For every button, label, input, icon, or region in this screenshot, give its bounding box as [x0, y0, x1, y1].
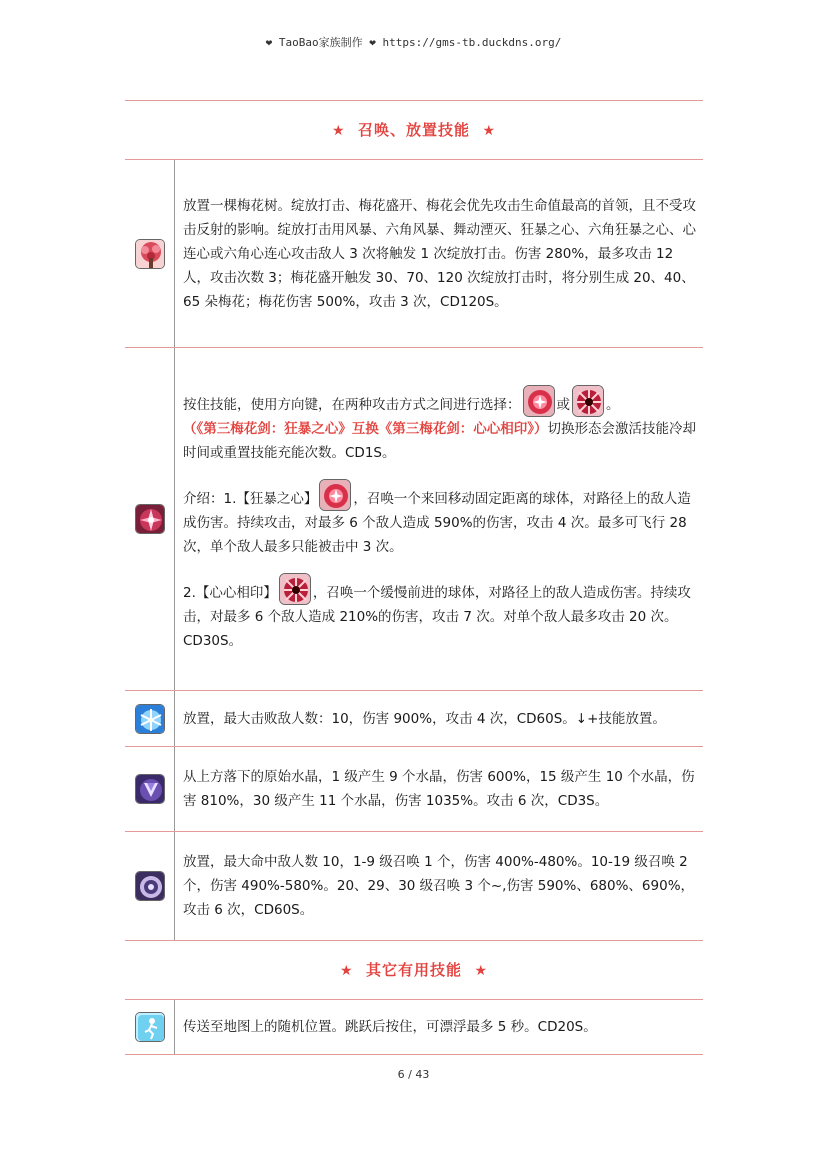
page-number: 6 / 43 — [397, 1068, 430, 1081]
skill-text: 2.【心心相印】 — [183, 585, 277, 601]
page-header: ❤ TaoBao家族制作 ❤ https://gms-tb.duckdns.org/ — [265, 36, 562, 49]
skill-row-plum-sword — [125, 348, 703, 691]
skill-description: 从上方落下的原始水晶，1 级产生 9 个水晶，伤害 600%，15 级产生 10 个水晶，伤害 810%，30 级产生 11 个水晶，伤害 1035%。攻击 6 次，CD3S。 — [183, 769, 695, 809]
star-icon: ★ — [339, 963, 354, 979]
skill-text: 切换形态会激活技能冷却时间或重置技能充能次数。CD1S。 — [183, 421, 696, 461]
teleport-runner-icon — [135, 1012, 165, 1042]
section-title-summon — [125, 101, 703, 159]
skill-description: 放置，最大击败敌人数：10，伤害 900%，攻击 4 次，CD60S。↓+技能放置。 — [183, 710, 666, 727]
skill-row-ice — [125, 691, 703, 747]
skill-row-plum-tree — [125, 160, 703, 348]
star-icon: ★ — [482, 123, 497, 139]
skill-line — [183, 385, 703, 417]
skill-text: 。 — [606, 397, 620, 413]
skill-line — [183, 417, 703, 465]
skill-text: ，召唤一个来回移动固定距离的球体，对路径上的敌人造成伤害。持续攻击，对最多 6 个敌人造成 590%的伤害，攻击 4 次。最多可飞行 28 次，单个敌人最多只能被击中 3 次。 — [183, 491, 691, 555]
crystal-drop-icon — [135, 774, 165, 804]
skill-text: 介绍：1.【狂暴之心】 — [183, 491, 318, 507]
plum-sword-icon — [135, 504, 165, 534]
orb-summon-icon — [135, 871, 165, 901]
star-icon: ★ — [331, 123, 346, 139]
frenzy-heart-icon — [319, 479, 351, 511]
skill-text: 按住技能，使用方向键，在两种攻击方式之间进行选择： — [183, 397, 521, 413]
skill-text: 或 — [556, 397, 570, 413]
plum-tree-icon — [135, 239, 165, 269]
skill-description: 传送至地图上的随机位置。跳跃后按住，可漂浮最多 5 秒。CD20S。 — [183, 1019, 597, 1035]
ice-burst-icon — [135, 704, 165, 734]
heart-link-icon — [279, 573, 311, 605]
heart-link-icon — [572, 385, 604, 417]
section-title-text: 召唤、放置技能 — [357, 121, 470, 139]
skill-description: 放置，最大命中敌人数 10，1-9 级召唤 1 个，伤害 400%-480%。10-19 级召唤 2 个，伤害 490%-580%。20、29、30 级召唤 3 个~,伤害 590%、680%、690%，攻击 6 次，CD60S。 — [183, 854, 695, 918]
highlight-text: （《第三梅花剑：狂暴之心》互换《第三梅花剑：心心相印》） — [183, 421, 548, 437]
skill-row-orb-summon — [125, 832, 703, 941]
section-title-other — [125, 941, 703, 999]
skill-document — [125, 100, 703, 1055]
star-icon: ★ — [474, 963, 489, 979]
section-title-text: 其它有用技能 — [365, 961, 462, 979]
skill-row-crystal — [125, 747, 703, 832]
frenzy-heart-icon — [523, 385, 555, 417]
skill-line — [183, 479, 703, 559]
skill-row-teleport — [125, 1000, 703, 1055]
skill-text: ，召唤一个缓慢前进的球体，对路径上的敌人造成伤害。持续攻击，对最多 6 个敌人造成 210%的伤害，攻击 7 次。对单个敌人最多攻击 20 次。CD30S。 — [183, 585, 691, 649]
skill-line — [183, 573, 703, 653]
skill-description: 放置一棵梅花树。绽放打击、梅花盛开、梅花会优先攻击生命值最高的首领，且不受攻击反射的影响。绽放打击用风暴、六角风暴、舞动湮灭、狂暴之心、六角狂暴之心、心连心或六角心连心攻击敌人 3 次将触发 1 次绽放打击。伤害 280%，最多攻击 12 人，攻击次数 3；梅花盛开触发 30、70、120 次绽放打击时，将分别生成 20、40、65 朵梅花；梅花伤害 500%，攻击 3 次，CD120S。 — [183, 197, 696, 310]
